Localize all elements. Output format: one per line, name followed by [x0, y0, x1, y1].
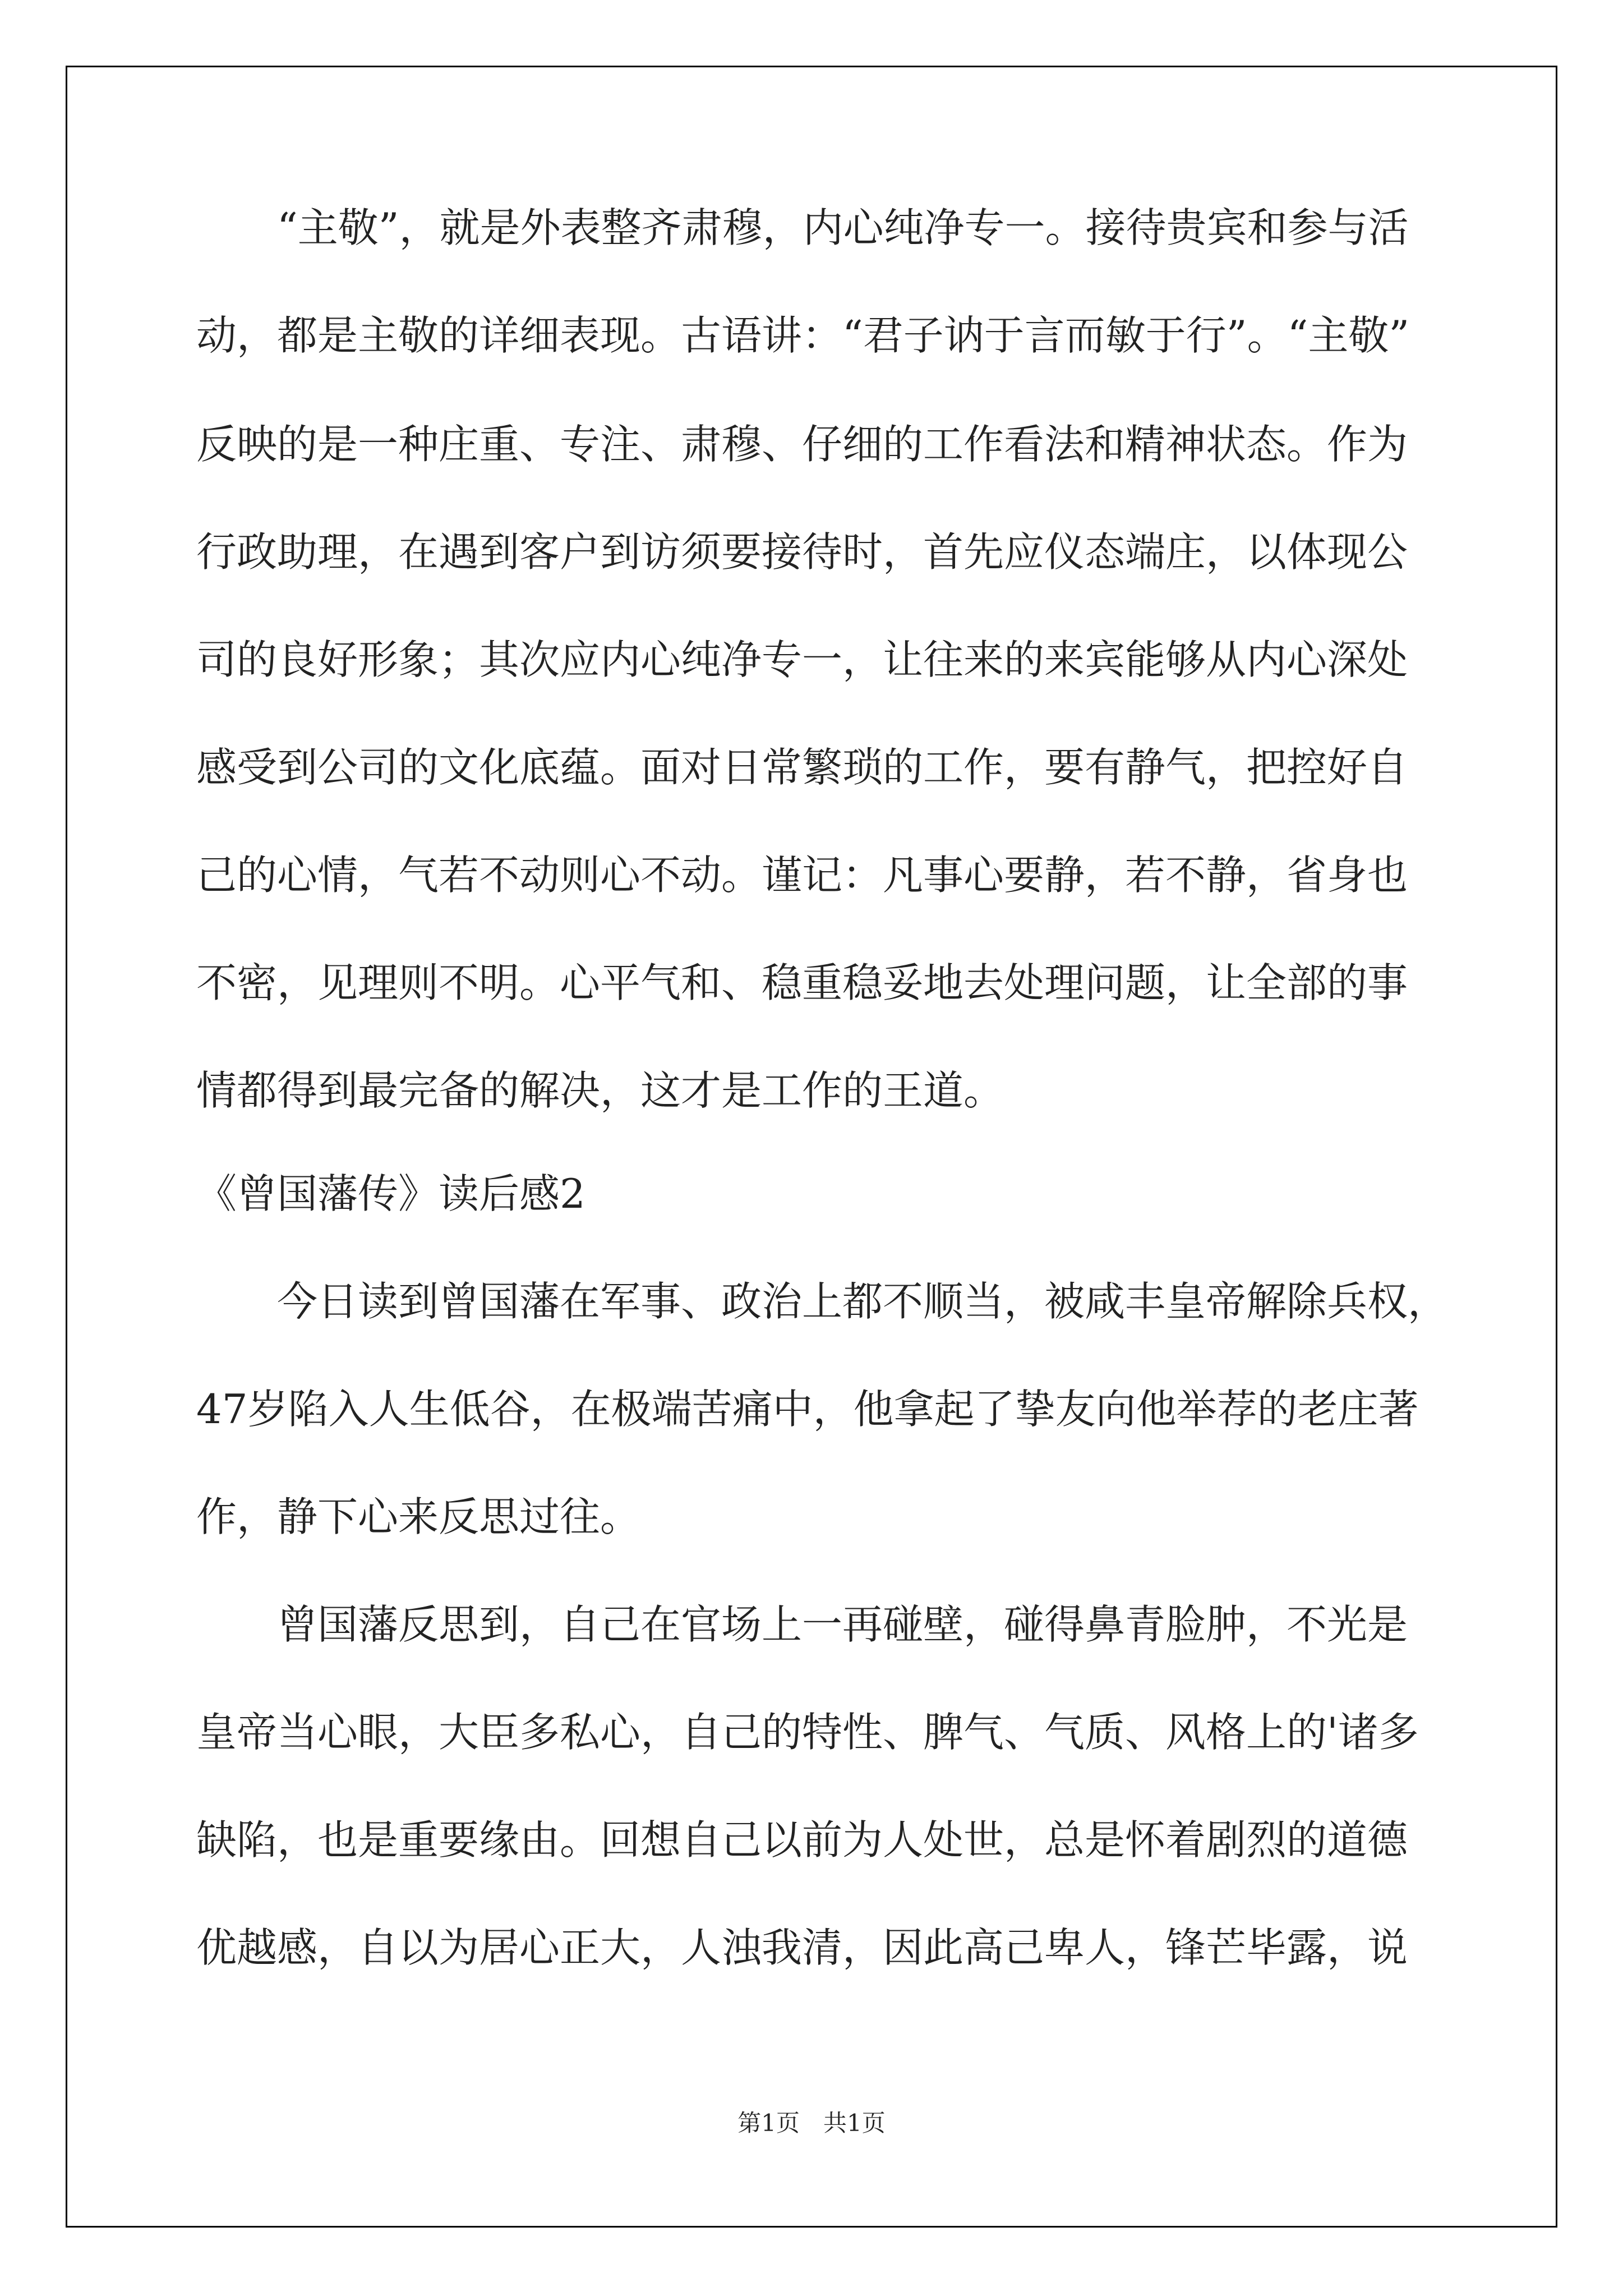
paragraph-line: 行政助理，在遇到客户到访须要接待时，首先应仪态端庄，以体现公 [196, 528, 1408, 576]
paragraph-line: “主敬”，就是外表整齐肃穆，内心纯净专一。接待贵宾和参与活 [277, 204, 1409, 251]
page-border [66, 66, 1557, 2228]
paragraph-line: 今日读到曾国藩在军事、政治上都不顺当，被咸丰皇帝解除兵权， [277, 1278, 1449, 1325]
section-heading: 《曾国藩传》读后感2 [196, 1170, 585, 1217]
paragraph-line: 缺陷，也是重要缘由。回想自己以前为人处世，总是怀着剧烈的道德 [196, 1816, 1408, 1864]
paragraph-line: 司的良好形象；其次应内心纯净专一，让往来的来宾能够从内心深处 [196, 636, 1408, 683]
paragraph-line: 优越感，自以为居心正大，人浊我清，因此高己卑人，锋芒毕露，说 [196, 1924, 1408, 1971]
paragraph-line: 曾国藩反思到，自己在官场上一再碰壁，碰得鼻青脸肿，不光是 [277, 1601, 1408, 1648]
paragraph-line: 情都得到最完备的解决，这才是工作的王道。 [196, 1067, 1004, 1114]
paragraph-line: 作，静下心来反思过往。 [196, 1493, 641, 1540]
page-footer: 第1页 共1页 [737, 2109, 886, 2137]
paragraph-line: 不密，见理则不明。心平气和、稳重稳妥地去处理问题，让全部的事 [196, 959, 1408, 1006]
paragraph-line: 感受到公司的文化底蕴。面对日常繁琐的工作，要有静气，把控好自 [196, 744, 1408, 791]
paragraph-line: 己的心情，气若不动则心不动。谨记：凡事心要静，若不静，省身也 [196, 852, 1408, 899]
paragraph-line: 47岁陷入人生低谷，在极端苦痛中，他拿起了挚友向他举荐的老庄著 [196, 1386, 1419, 1433]
paragraph-line: 皇帝当心眼，大臣多私心，自己的特性、脾气、气质、风格上的'诸多 [196, 1709, 1419, 1756]
paragraph-line: 反映的是一种庄重、专注、肃穆、仔细的工作看法和精神状态。作为 [196, 421, 1408, 468]
paragraph-line: 动，都是主敬的详细表现。古语讲：“君子讷于言而敏于行”。“主敬” [196, 312, 1410, 359]
